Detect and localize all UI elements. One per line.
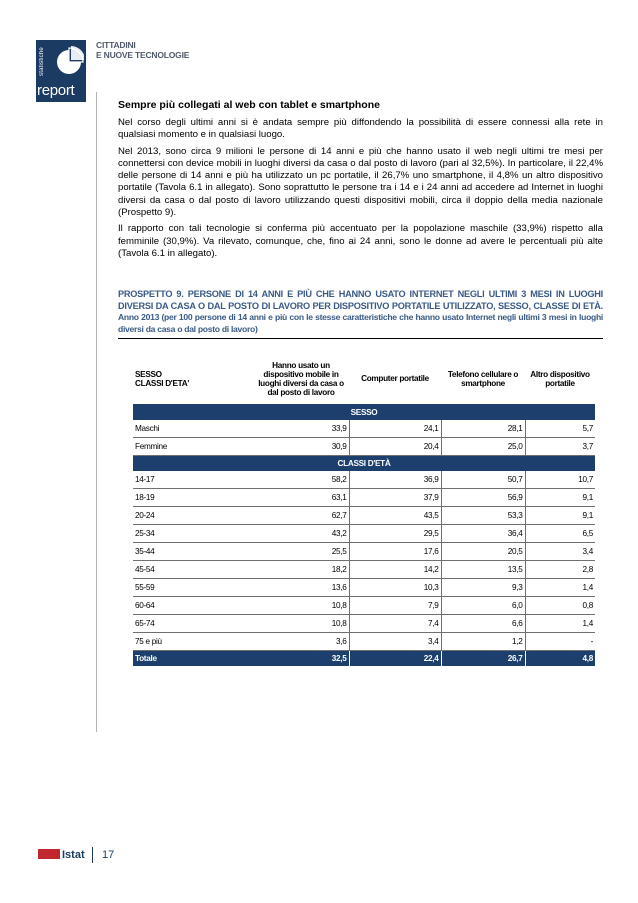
cell-altro: 6,5 [525,524,595,542]
section-label-sesso: SESSO [133,404,595,420]
table-caption [118,289,603,339]
footer-divider [92,847,93,863]
table-row [133,632,595,650]
row-label: 35-44 [133,542,253,560]
cell-mobile: 3,6 [253,632,349,650]
table-row [133,471,595,489]
paragraph-2: Nel 2013, sono circa 9 milioni le persone di 14 anni e più che hanno usato il web negli ultimi tre mesi per connettersi con device mobili in luoghi diversi da casa o dal posto di lavoro (pari al 32,5%). In particolare, il 22,4% delle persone di 14 anni e più ha utilizzato un pc portatile, il 26,7% uno smartphone, il 4,8% un altro dispositivo portatile (Tavola 6.1 in allegato). Sono soprattutto le persone tra i 14 e i 24 anni ad accedere ad Internet in luoghi diversi da casa o dal posto di lavoro utilizzando questi dispositivi mobili, circa il doppio della media nazionale (Prospetto 9). [118,145,603,219]
cell-smartphone: 13,5 [441,560,525,578]
cell-mobile: 58,2 [253,471,349,489]
total-computer: 22,4 [349,650,441,666]
row-label: 25-34 [133,524,253,542]
cell-computer: 3,4 [349,632,441,650]
cell-altro: 0,8 [525,596,595,614]
row-label: 55-59 [133,578,253,596]
table-row [133,437,595,455]
cell-altro: 9,1 [525,506,595,524]
pie-chart-icon [54,44,84,78]
cell-altro: 2,8 [525,560,595,578]
cell-smartphone: 9,3 [441,578,525,596]
cell-smartphone: 25,0 [441,437,525,455]
paragraph-3: Il rapporto con tali tecnologie si conferma più accentuato per la popolazione maschile (33,9%) rispetto alla femminile (30,9%). Va rilevato, comunque, che, fino ai 24 anni, sono le donne ad avere le percentuali più alte (Tavola 6.1 in allegato). [118,223,603,259]
istat-logo [38,849,85,861]
caption-title: PROSPETTO 9. PERSONE DI 14 ANNI E PIÙ CHE HANNO USATO INTERNET NEGLI ULTIMI 3 MESI IN LUOGHI DIVERSI DA CASA O DAL POSTO DI LAVORO PER DISPOSITIVO PORTATILE UTILIZZATO, SESSO, CLASSE DI ETÀ. [118,289,603,311]
row-label: 65-74 [133,614,253,632]
logo-small-text: statistiche [39,47,45,76]
total-row [133,650,595,666]
page-number: 17 [102,849,115,861]
cell-mobile: 43,2 [253,524,349,542]
istat-mark-icon [38,849,60,859]
total-smartphone: 26,7 [441,650,525,666]
publication-series [96,40,189,60]
row-label: 45-54 [133,560,253,578]
cell-altro: 1,4 [525,614,595,632]
paragraph-1: Nel corso degli ultimi anni si è andata sempre più diffondendo la possibilità di essere connessi alla rete in qualsiasi momento e in qualsiasi luogo. [118,117,603,141]
table-row [133,488,595,506]
header-sesso: SESSO [135,369,162,379]
cell-computer: 10,3 [349,578,441,596]
section-row-sesso [133,404,595,420]
cell-altro: 3,4 [525,542,595,560]
cell-mobile: 33,9 [253,420,349,438]
cell-mobile: 30,9 [253,437,349,455]
table-row [133,420,595,438]
row-label: 18-19 [133,488,253,506]
total-label: Totale [133,650,253,666]
cell-mobile: 18,2 [253,560,349,578]
table-row [133,542,595,560]
cell-smartphone: 50,7 [441,471,525,489]
table-header-row [133,354,595,404]
cell-altro: - [525,632,595,650]
cell-smartphone: 20,5 [441,542,525,560]
row-label: 75 e più [133,632,253,650]
series-line-2: E NUOVE TECNOLOGIE [96,50,190,60]
cell-smartphone: 1,2 [441,632,525,650]
cell-smartphone: 56,9 [441,488,525,506]
table-row [133,614,595,632]
header-classi-eta: CLASSI D'ETA' [135,378,189,388]
row-label: 14-17 [133,471,253,489]
cell-computer: 7,4 [349,614,441,632]
cell-smartphone: 6,0 [441,596,525,614]
cell-computer: 24,1 [349,420,441,438]
cell-mobile: 13,6 [253,578,349,596]
table-row [133,596,595,614]
cell-smartphone: 36,4 [441,524,525,542]
cell-computer: 36,9 [349,471,441,489]
logo-word: report [37,82,75,99]
cell-mobile: 10,8 [253,596,349,614]
header-col-computer: Computer portatile [349,354,441,404]
header-col-altro: Altro dispositivo portatile [525,354,595,404]
section-label-eta: CLASSI D'ETÀ [133,455,595,471]
table-row [133,524,595,542]
row-label: Maschi [133,420,253,438]
cell-mobile: 10,8 [253,614,349,632]
cell-computer: 14,2 [349,560,441,578]
total-mobile: 32,5 [253,650,349,666]
istat-wordmark: Istat [62,849,85,861]
section-title: Sempre più collegati al web con tablet e smartphone [118,99,380,111]
row-label: 20-24 [133,506,253,524]
caption-rule [118,338,603,339]
row-label: Femmine [133,437,253,455]
cell-mobile: 63,1 [253,488,349,506]
cell-computer: 43,5 [349,506,441,524]
total-altro: 4,8 [525,650,595,666]
table-row [133,560,595,578]
cell-computer: 17,6 [349,542,441,560]
table-row [133,578,595,596]
cell-altro: 3,7 [525,437,595,455]
margin-rule [96,92,97,732]
header-col-mobile: Hanno usato un dispositivo mobile in luoghi diversi da casa o dal posto di lavoro [253,354,349,404]
header-row-labels [133,354,253,404]
cell-mobile: 25,5 [253,542,349,560]
section-body [118,99,603,264]
cell-altro: 5,7 [525,420,595,438]
report-logo [36,40,86,102]
series-line-1: CITTADINI [96,40,136,50]
cell-smartphone: 53,3 [441,506,525,524]
cell-altro: 9,1 [525,488,595,506]
section-row-eta [133,455,595,471]
prospetto-table [133,354,595,666]
cell-smartphone: 6,6 [441,614,525,632]
cell-computer: 37,9 [349,488,441,506]
cell-altro: 10,7 [525,471,595,489]
cell-computer: 20,4 [349,437,441,455]
caption-note: Anno 2013 (per 100 persone di 14 anni e più con le stesse caratteristiche che hanno usato Internet negli ultimi 3 mesi in luoghi diversi da casa o dal posto di lavoro) [118,312,603,334]
cell-altro: 1,4 [525,578,595,596]
cell-smartphone: 28,1 [441,420,525,438]
cell-computer: 7,9 [349,596,441,614]
header-col-smartphone: Telefono cellulare o smartphone [441,354,525,404]
cell-mobile: 62,7 [253,506,349,524]
cell-computer: 29,5 [349,524,441,542]
table-row [133,506,595,524]
row-label: 60-64 [133,596,253,614]
